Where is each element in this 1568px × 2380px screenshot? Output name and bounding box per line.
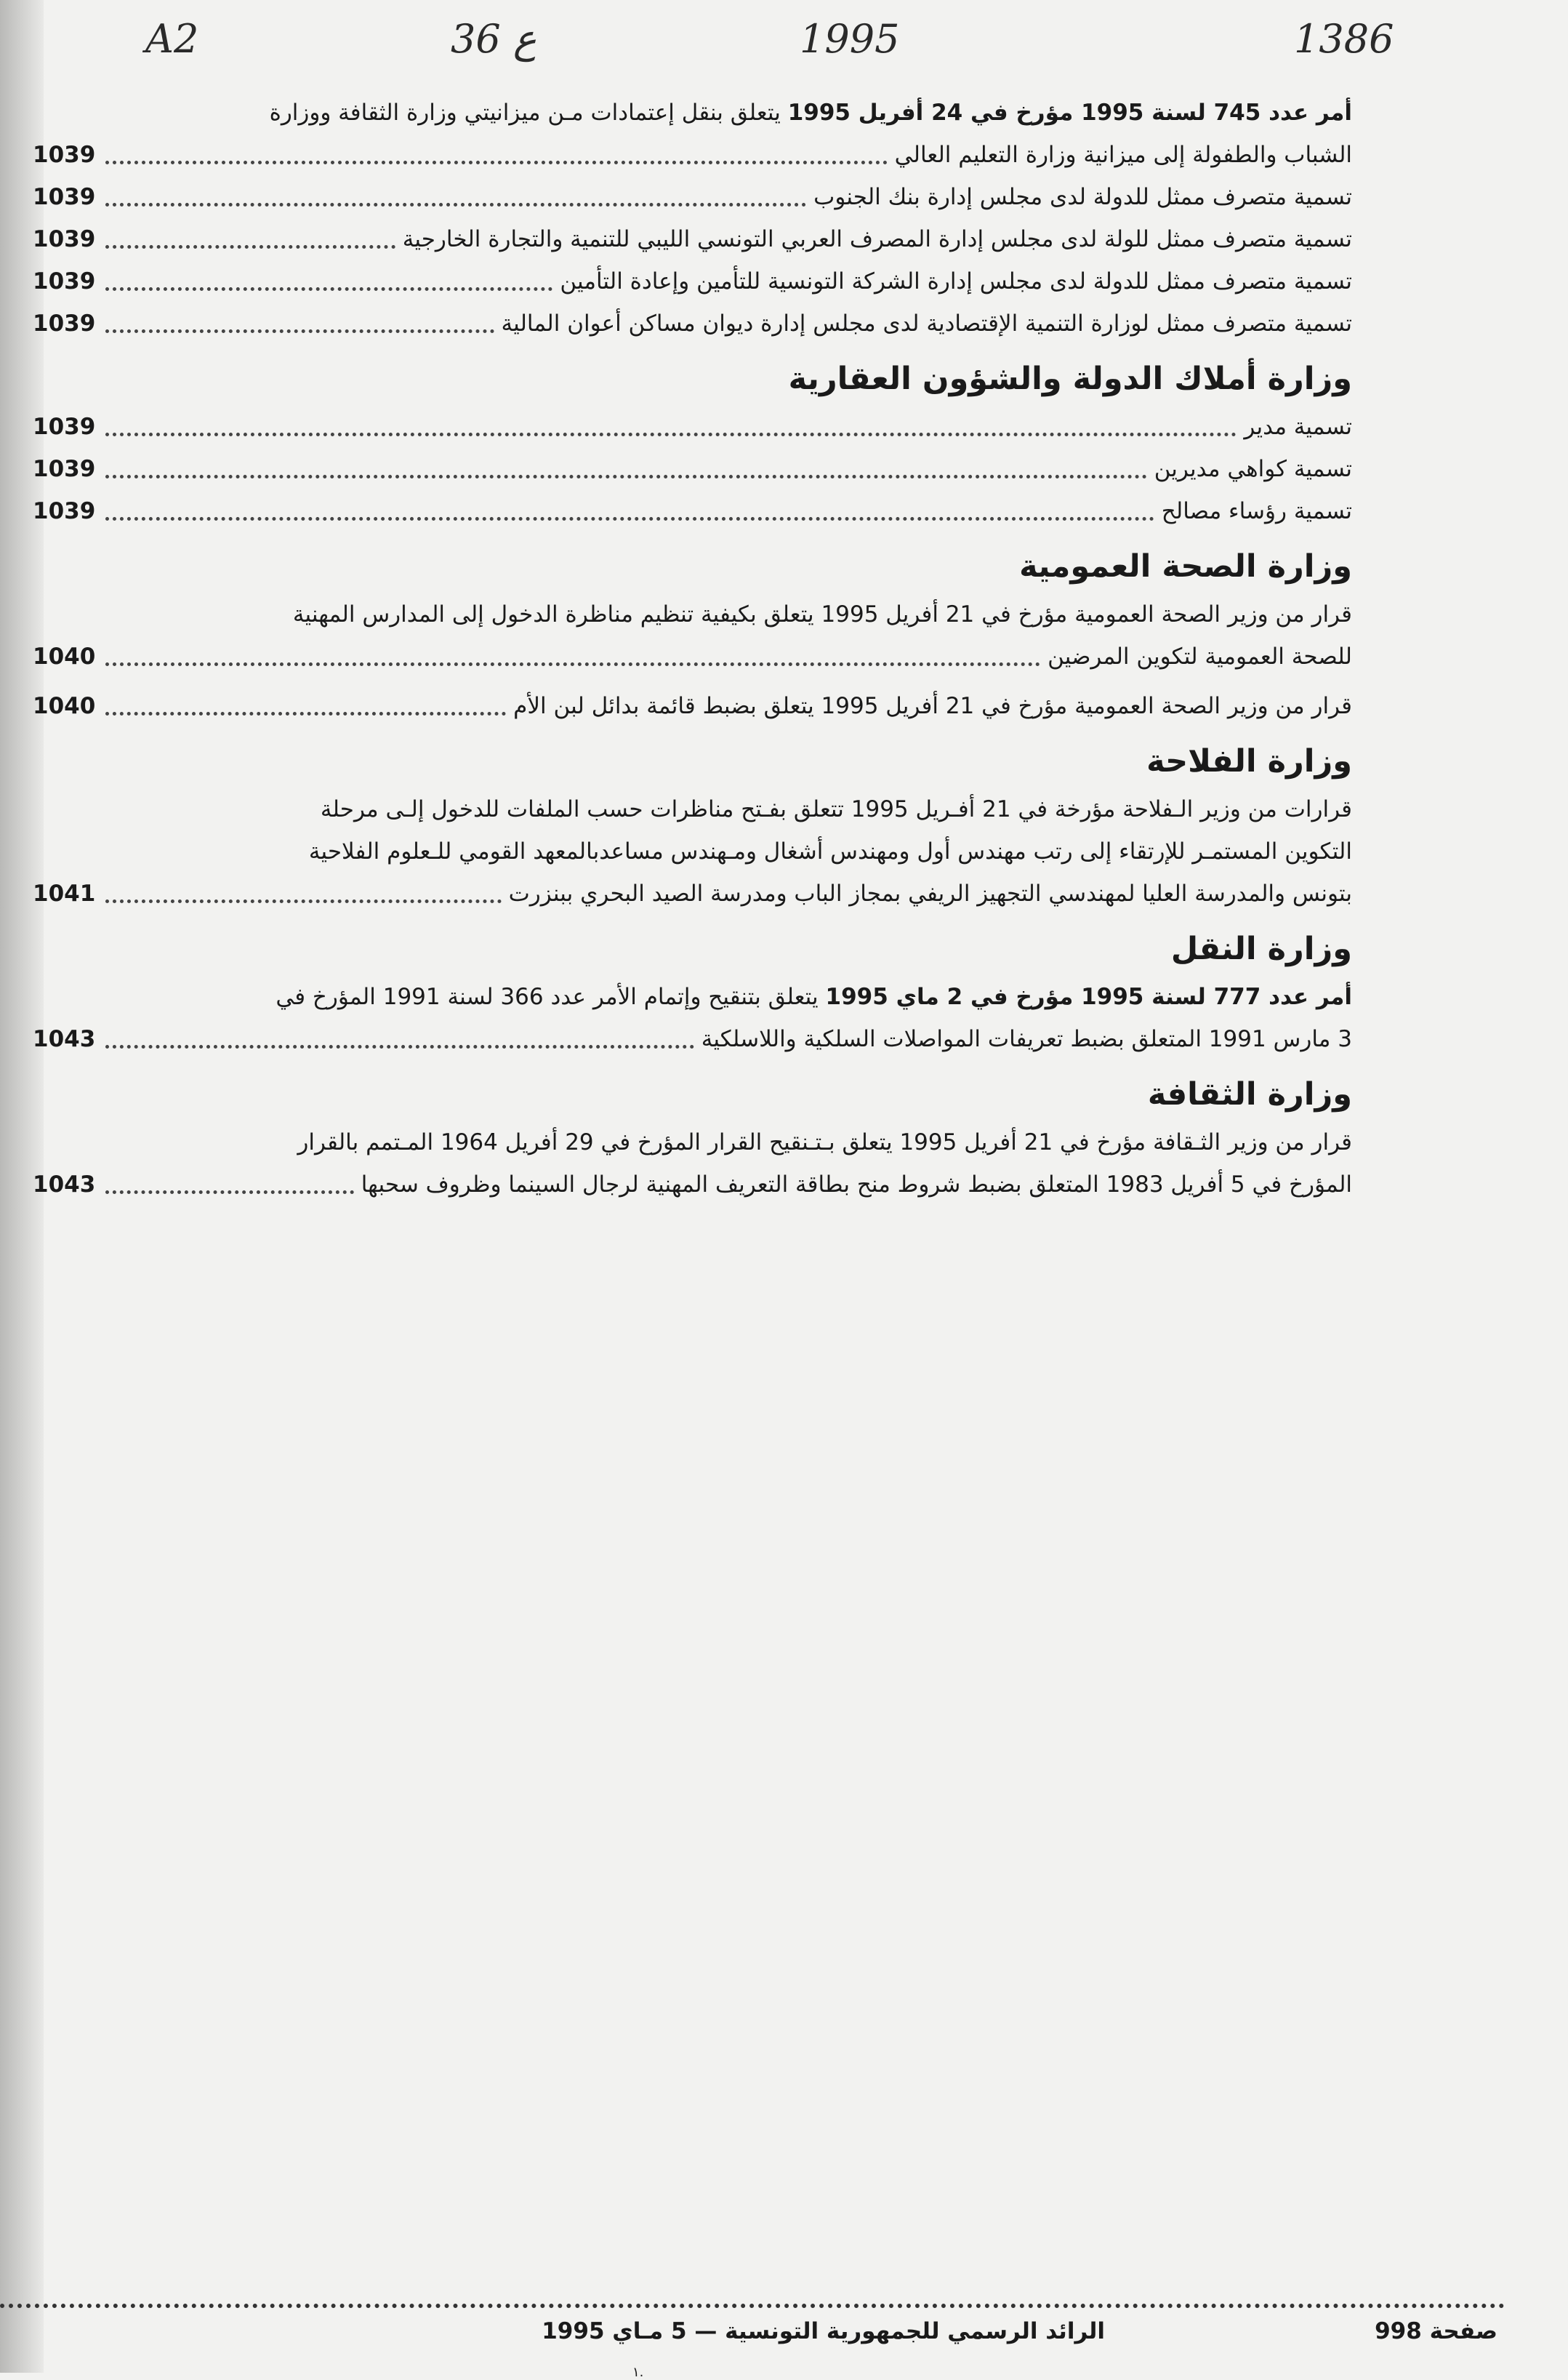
- toc-entry: [33, 448, 1352, 490]
- dot-leader: [105, 712, 506, 716]
- page-number: 1039: [33, 310, 96, 337]
- toc-entry: [33, 490, 1352, 532]
- section-heading: وزارة الفلاحة: [1146, 743, 1352, 780]
- handwritten-note: A2: [145, 16, 199, 62]
- toc-entry: [33, 134, 1352, 176]
- dot-leader: [105, 245, 395, 249]
- toc-entry: [33, 593, 1352, 636]
- footer-journal-title: الرائد الرسمي للجمهورية التونسية — 5 مـاي 1995: [542, 2318, 1105, 2344]
- page-number: 1039: [33, 184, 96, 210]
- toc-entry: [33, 1163, 1352, 1206]
- entry-text: 3 مارس 1991 المتعلق بضبط تعريفات المواصلات السلكية واللاسلكية: [701, 1026, 1352, 1052]
- toc-entry: [33, 260, 1352, 302]
- toc-entry: [33, 788, 1352, 830]
- toc-entry: [33, 406, 1352, 448]
- entry-text: تسمية متصرف ممثل لوزارة التنمية الإقتصادية لدى مجلس إدارة ديوان مساكن أعوان المالية: [501, 310, 1352, 337]
- toc-entry: [33, 92, 1352, 134]
- page-number: 1043: [33, 1171, 96, 1198]
- section-heading: وزارة أملاك الدولة والشؤون العقارية: [788, 361, 1352, 397]
- page-footer: [451, 2318, 1497, 2362]
- handwritten-note: 1995: [800, 16, 900, 62]
- section-heading: وزارة الصحة العمومية: [1019, 548, 1352, 585]
- handwritten-annotations: [145, 16, 1394, 81]
- page-number: 1039: [33, 226, 96, 252]
- entry-text: الشباب والطفولة إلى ميزانية وزارة التعليم العالي: [894, 142, 1352, 168]
- entry-text: تسمية مدير: [1244, 414, 1352, 440]
- entry-text: تسمية متصرف ممثل للدولة لدى مجلس إدارة الشركة التونسية للتأمين وإعادة التأمين: [560, 268, 1352, 295]
- page-number: 1039: [33, 268, 96, 295]
- page-number: 1040: [33, 693, 96, 719]
- dot-leader: [105, 899, 501, 903]
- section-heading: وزارة النقل: [1170, 931, 1352, 967]
- toc-entry: [33, 218, 1352, 260]
- entry-text: قرار من وزير الثـقافة مؤرخ في 21 أفريل 1995 يتعلق بـتـنقيح القرار المؤرخ في 29 أفريل 1964 المـتمم بالقرار: [297, 1129, 1352, 1155]
- page-number: 1039: [33, 498, 96, 524]
- entry-text: يتعلق بتنقيح وإتمام الأمر عدد 366 لسنة 1991 المؤرخ في: [276, 984, 819, 1010]
- handwritten-note: 36 ع: [451, 16, 537, 62]
- dot-leader: [105, 517, 1154, 521]
- entry-text: التكوين المستمـر للإرتقاء إلى رتب مهندس أول ومهندس أشغال ومـهندس مساعدبالمعهد القومي للـعلوم الفلاحية: [308, 838, 1352, 865]
- dot-leader: [105, 287, 552, 291]
- entry-text: تسمية رؤساء مصالح: [1161, 498, 1352, 524]
- table-of-contents: [33, 92, 1352, 1206]
- page-number: 1039: [33, 456, 96, 482]
- entry-text: قرار من وزير الصحة العمومية مؤرخ في 21 أفريل 1995 يتعلق بضبط قائمة بدائل لبن الأم: [513, 693, 1352, 719]
- toc-entry: [33, 1018, 1352, 1060]
- entry-text: يتعلق بنقل إعتمادات مـن ميزانيتي وزارة الثقافة ووزارة: [269, 100, 781, 126]
- dot-leader: [105, 475, 1146, 478]
- toc-entry: [33, 830, 1352, 873]
- toc-entry: [33, 685, 1352, 727]
- footer-page-number: صفحة 998: [1375, 2318, 1497, 2344]
- toc-entry: [33, 636, 1352, 678]
- toc-entry: [33, 1121, 1352, 1163]
- entry-text: المؤرخ في 5 أفريل 1983 المتعلق بضبط شروط منح بطاقة التعريف المهنية لرجال السينما وظروف سحبها: [361, 1171, 1352, 1198]
- handwritten-note: 1386: [1294, 16, 1394, 62]
- toc-entry: [33, 976, 1352, 1018]
- entry-text: تسمية متصرف ممثل للولة لدى مجلس إدارة المصرف العربي التونسي الليبي للتنمية والتجارة الخارجية: [402, 226, 1352, 252]
- footer-mark: ١.: [632, 2365, 644, 2380]
- page-number: 1039: [33, 414, 96, 440]
- entry-text: تسمية متصرف ممثل للدولة لدى مجلس إدارة بنك الجنوب: [813, 184, 1352, 210]
- toc-entry: [33, 302, 1352, 345]
- dot-leader: [105, 161, 887, 164]
- entry-text: بتونس والمدرسة العليا لمهندسي التجهيز الريفي بمجاز الباب ومدرسة الصيد البحري ببنزرت: [508, 881, 1352, 907]
- section-heading: وزارة الثقافة: [1147, 1076, 1352, 1113]
- dot-leader: [105, 329, 494, 333]
- toc-entry: [33, 176, 1352, 218]
- entry-text: قرار من وزير الصحة العمومية مؤرخ في 21 أفريل 1995 يتعلق بكيفية تنظيم مناظرة الدخول إلى المدارس المهنية: [292, 601, 1352, 628]
- page-number: 1041: [33, 881, 96, 907]
- entry-text: للصحة العمومية لتكوين المرضين: [1048, 644, 1352, 670]
- decree-reference: أمر عدد 745 لسنة 1995 مؤرخ في 24 أفريل 1995: [787, 100, 1352, 126]
- footer-divider: [0, 2304, 1505, 2308]
- entry-text: قرارات من وزير الـفلاحة مؤرخة في 21 أفـريل 1995 تتعلق بفـتح مناظرات حسب الملفات للدخول إلـى مرحلة: [320, 796, 1352, 822]
- page-number: 1039: [33, 142, 96, 168]
- dot-leader: [105, 433, 1237, 436]
- page-number: 1043: [33, 1026, 96, 1052]
- entry-text: تسمية كواهي مديرين: [1154, 456, 1352, 482]
- dot-leader: [105, 1045, 694, 1049]
- dot-leader: [105, 203, 806, 207]
- decree-reference: أمر عدد 777 لسنة 1995 مؤرخ في 2 ماي 1995: [825, 984, 1352, 1010]
- dot-leader: [105, 1190, 353, 1194]
- toc-entry: [33, 873, 1352, 915]
- dot-leader: [105, 662, 1040, 666]
- page-number: 1040: [33, 644, 96, 670]
